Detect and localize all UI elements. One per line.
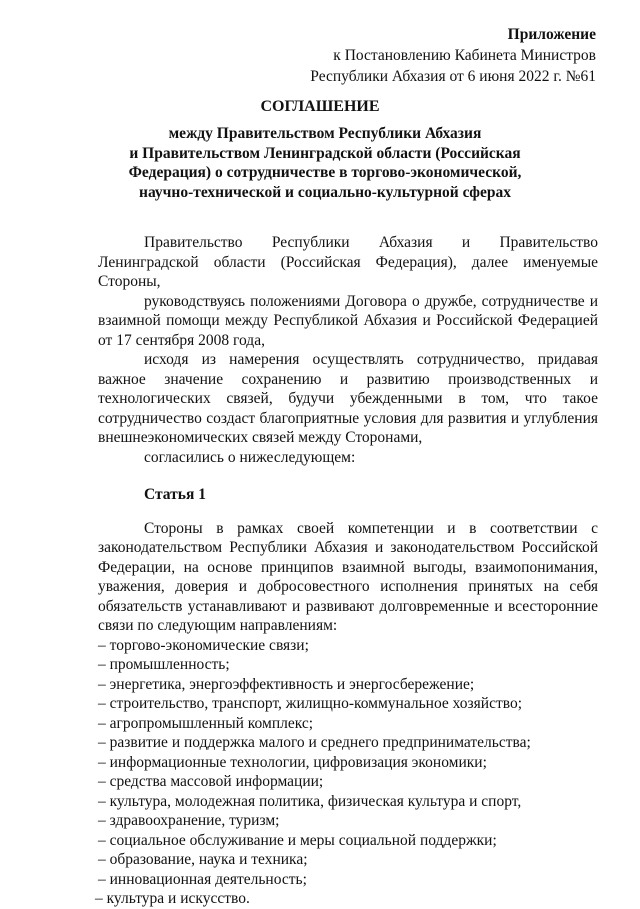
directions-list — [95, 636, 598, 909]
list-item: – торгово-экономические связи; — [98, 636, 309, 654]
list-item: – социальное обслуживание и меры социальной поддержки; — [98, 831, 497, 849]
list-item: – культура и искусство. — [95, 890, 250, 907]
subtitle-line: Федерация) о сотрудничестве в торгово-экономической, — [128, 164, 522, 181]
document-body — [95, 233, 598, 909]
list-item: – промышленность; — [98, 656, 230, 673]
preamble-paragraph: руководствуясь положениями Договора о дружбе, сотрудничестве и взаимной помощи между Республикой Абхазия и Российской Федерацией от 17 сентября 2008 года, — [98, 292, 598, 349]
preamble-paragraph: исходя из намерения осуществлять сотрудничество, придавая важное значение сохранению и развитию производственных и технологических связей, будучи убежденными в том, что такое сотрудничество создаст благоприятные условия для развития и углубления внешнеэкономических связей между Сторонами, — [98, 351, 598, 446]
list-item: – здравоохранение, туризм; — [98, 812, 280, 829]
list-item: – инновационная деятельность; — [98, 870, 307, 888]
list-item: – развитие и поддержка малого и среднего предпринимательства; — [98, 734, 531, 751]
subtitle-line: научно-технической и социально-культурной сферах — [139, 183, 511, 201]
appendix-header — [310, 24, 596, 87]
subtitle-line: и Правительством Ленинградской области (Российская — [129, 144, 521, 162]
list-item: – средства массовой информации; — [98, 773, 324, 790]
article-paragraph: Стороны в рамках своей компетенции и в соответствии с законодательством Республики Абхазия и законодательством Российской Федерации, на основе принципов взаимной выгоды, взаимопонимания, уважения, доверия и добросовестного исполнения принятых на себя обязательств устанавливают и развивают долговременные и всесторонние связи по следующим направлениям: — [98, 519, 598, 634]
appendix-label: Приложение — [507, 26, 596, 43]
subtitle-line: между Правительством Республики Абхазия — [168, 125, 482, 142]
list-item: – культура, молодежная политика, физическая культура и спорт, — [98, 792, 522, 810]
list-item: – энергетика, энергоэффективность и энергосбережение; — [98, 675, 475, 693]
appendix-date: Республики Абхазия от 6 июня 2022 г. №61 — [310, 68, 596, 85]
preamble-paragraph: согласились о нижеследующем: — [144, 448, 356, 466]
document-title: СОГЛАШЕНИЕ — [260, 98, 380, 115]
preamble-paragraph: Правительство Республики Абхазия и Правительство Ленинградской области (Российская Федерация), далее именуемые Стороны, — [98, 234, 598, 290]
list-item: – строительство, транспорт, жилищно-коммунальное хозяйство; — [98, 695, 523, 712]
list-item: – информационные технологии, цифровизация экономики; — [98, 753, 487, 771]
list-item: – образование, наука и техника; — [98, 851, 308, 868]
article-heading: Статья 1 — [144, 486, 206, 503]
appendix-reference: к Постановлению Кабинета Министров — [333, 47, 596, 64]
document-subtitle — [60, 124, 590, 202]
list-item: – агропромышленный комплекс; — [98, 714, 314, 732]
